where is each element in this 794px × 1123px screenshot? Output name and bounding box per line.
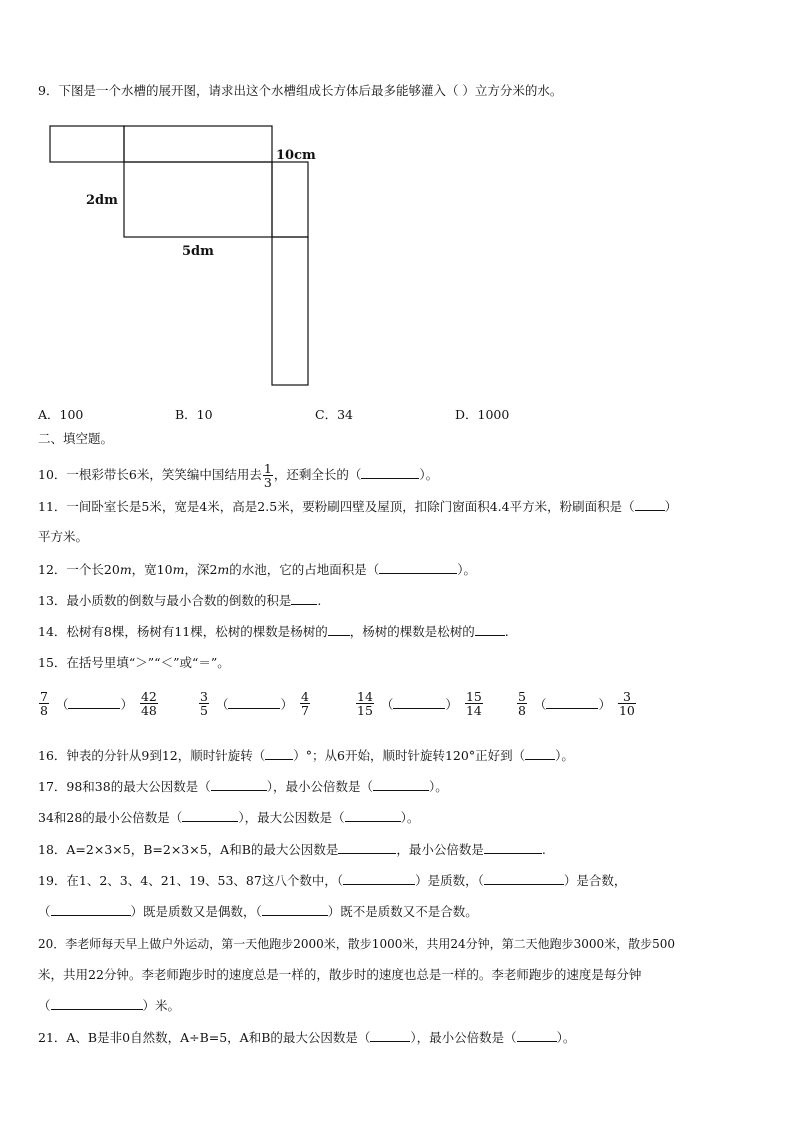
option-a: A．100 — [38, 407, 84, 422]
answer-blank[interactable] — [361, 466, 419, 479]
answer-blank[interactable] — [68, 696, 120, 709]
option-b: B．10 — [175, 407, 213, 422]
compare-item-3: $\frac{14}{15}$ （ ） $\frac{15}{14}$ — [357, 689, 482, 718]
question-15-stem: 15．在括号里填“＞”“＜”或“＝”。 — [38, 655, 230, 670]
answer-blank[interactable] — [373, 778, 429, 791]
answer-blank[interactable] — [265, 747, 293, 760]
answer-blank[interactable] — [51, 903, 131, 916]
question-20-line2: 米，共用22分钟。李老师跑步时的速度总是一样的，散步时的速度也总是一样的。李老师跑步的速度是每分钟 — [38, 967, 642, 982]
answer-blank[interactable] — [182, 809, 238, 822]
question-19-line2: （ ）既是质数又是偶数，（ ）既不是质数又不是合数。 — [38, 904, 478, 919]
answer-blank[interactable] — [51, 997, 143, 1010]
answer-blank[interactable] — [262, 903, 328, 916]
answer-blank[interactable] — [517, 1029, 557, 1042]
question-13: 13．最小质数的倒数与最小合数的倒数的积是 . — [38, 593, 322, 608]
water-tank-net-diagram — [0, 0, 794, 420]
net-top-face — [124, 126, 272, 162]
label-height: 10cm — [276, 148, 316, 163]
question-14: 14．松树有8棵，杨树有11棵，松树的棵数是杨树的 ，杨树的棵数是松树的 . — [38, 624, 509, 639]
answer-blank[interactable] — [343, 872, 415, 885]
question-11-line2: 平方米。 — [38, 529, 89, 544]
question-10: 10．一根彩带长6米，笑笑编中国结用去 $\frac{1}{3}$ ，还剩全长的（ ）。 — [38, 461, 439, 490]
question-21: 21．A、B是非0自然数，A÷B=5，A和B的最大公因数是（ ），最小公倍数是（ ）。 — [38, 1030, 576, 1045]
question-11-line1: 11．一间卧室长是5米，宽是4米，高是2.5米，要粉刷四壁及屋顶，扣除门窗面积4.4平方米，粉刷面积是（ ） — [38, 499, 678, 514]
answer-blank[interactable] — [228, 696, 280, 709]
compare-item-4: $\frac{5}{8}$ （ ） $\frac{3}{10}$ — [518, 689, 635, 718]
answer-blank[interactable] — [379, 561, 457, 574]
question-17-line1: 17．98和38的最大公因数是（ ），最小公倍数是（ ）。 — [38, 779, 448, 794]
option-c: C．34 — [315, 407, 353, 422]
option-d: D．1000 — [455, 407, 510, 422]
question-20-line3: （ ）米。 — [38, 998, 181, 1013]
net-left-flap — [50, 126, 124, 162]
answer-blank[interactable] — [291, 592, 317, 605]
label-width: 2dm — [86, 193, 118, 208]
answer-blank[interactable] — [345, 809, 401, 822]
fraction-one-third: $\frac{1}{3}$ — [263, 461, 272, 490]
answer-blank[interactable] — [338, 841, 396, 854]
question-17-line2: 34和28的最小公倍数是（ ），最大公因数是（ ）。 — [38, 810, 420, 825]
answer-blank[interactable] — [475, 623, 505, 636]
compare-item-2: $\frac{3}{5}$ （ ） $\frac{4}{7}$ — [200, 689, 309, 718]
answer-blank[interactable] — [525, 747, 555, 760]
question-18: 18．A=2×3×5，B=2×3×5，A和B的最大公因数是 ，最小公倍数是 . — [38, 842, 546, 857]
answer-blank[interactable] — [211, 778, 267, 791]
question-20-line1: 20．李老师每天早上做户外运动，第一天他跑步2000米，散步1000米，共用24分钟，第二天他跑步3000米，散步500 — [38, 937, 676, 951]
net-lower-strip — [272, 237, 308, 385]
net-right-face — [272, 162, 308, 237]
question-12: 12．一个长20m，宽10m，深2m的水池，它的占地面积是（ ）。 — [38, 562, 477, 577]
answer-blank[interactable] — [635, 498, 665, 511]
answer-blank[interactable] — [546, 696, 598, 709]
answer-blank[interactable] — [328, 623, 350, 636]
net-bottom-face — [124, 162, 272, 237]
question-16: 16．钟表的分针从9到12，顺时针旋转（ ）°；从6开始，顺时针旋转120°正好到（ ）。 — [38, 748, 574, 763]
section-heading: 二、填空题。 — [38, 431, 114, 446]
compare-item-1: $\frac{7}{8}$ （ ） $\frac{42}{48}$ — [40, 689, 157, 718]
question-9-stem: 9．下图是一个水槽的展开图，请求出这个水槽组成长方体后最多能够灌入（ ）立方分米的水。 — [38, 83, 563, 98]
answer-blank[interactable] — [370, 1029, 410, 1042]
question-19-line1: 19．在1、2、3、4、21、19、53、87这八个数中，（ ）是质数，（ ）是合数， — [38, 873, 627, 888]
answer-blank[interactable] — [484, 872, 564, 885]
answer-blank[interactable] — [484, 841, 542, 854]
answer-blank[interactable] — [393, 696, 445, 709]
label-length: 5dm — [182, 244, 214, 259]
